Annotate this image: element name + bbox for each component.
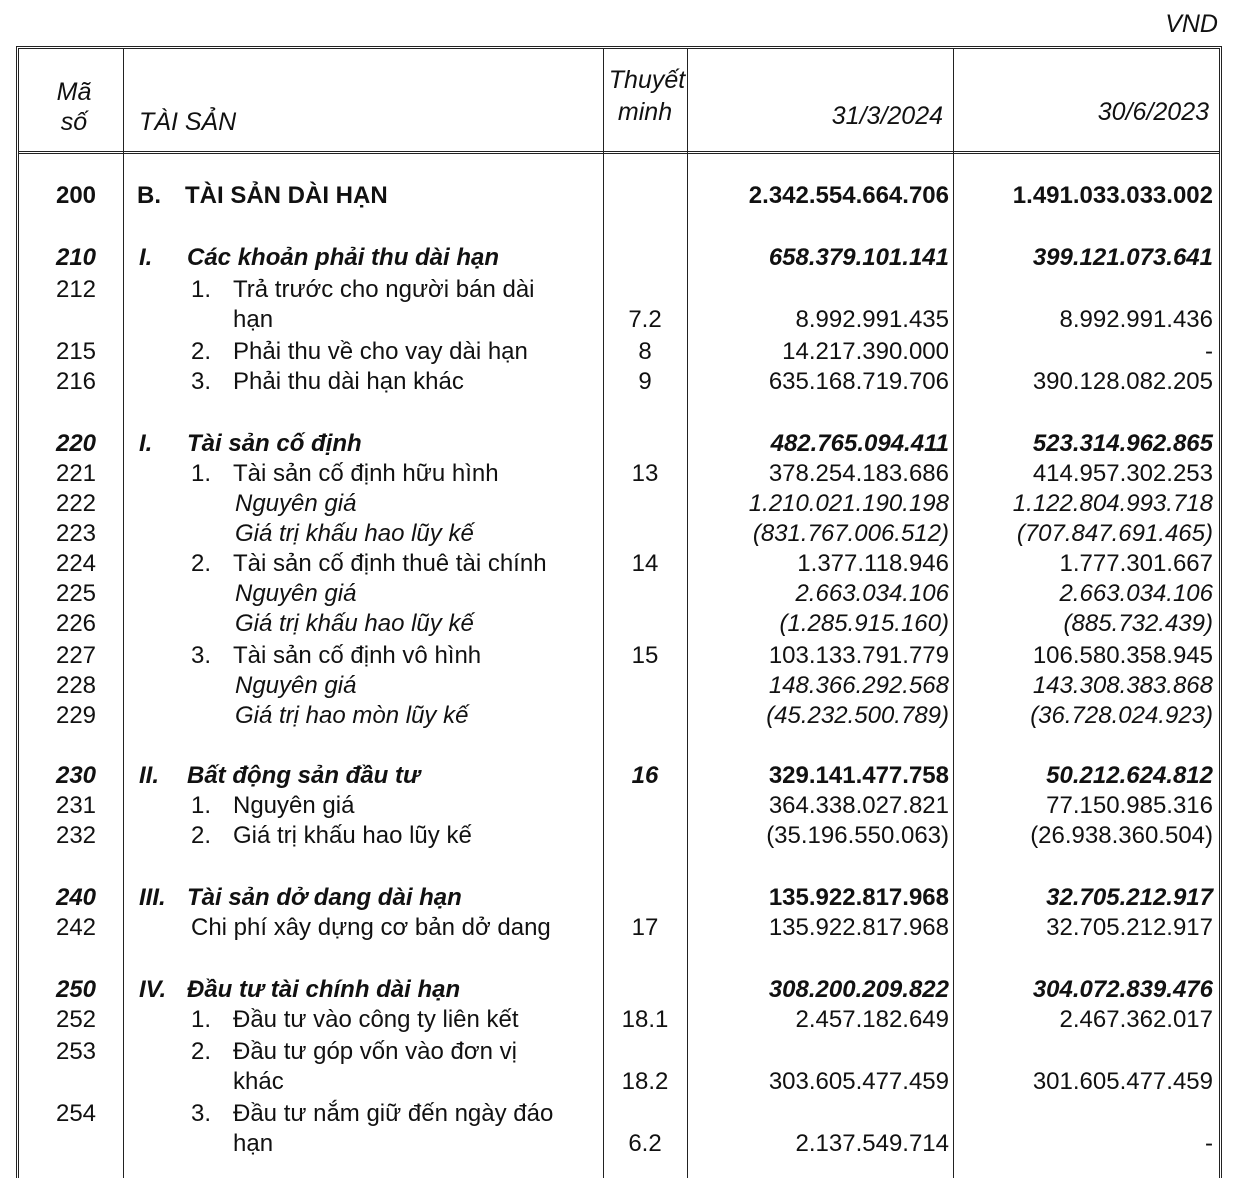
row-note: 13 [631, 460, 659, 487]
row-label: Nguyên giá [235, 672, 357, 699]
row-code: 212 [55, 276, 97, 303]
row-note: 17 [631, 914, 659, 941]
row-note: 18.2 [621, 1068, 669, 1095]
value-period-1: 2.342.554.664.706 [748, 182, 949, 209]
row-label: Giá trị khấu hao lũy kế [235, 610, 474, 637]
value-period-1: 14.217.390.000 [782, 338, 949, 365]
row-label: Các khoản phải thu dài hạn [187, 244, 500, 271]
value-period-1: (1.285.915.160) [779, 610, 949, 637]
row-label: Đầu tư tài chính dài hạn [187, 976, 461, 1003]
row-marker: 2. [191, 550, 212, 577]
value-period-1: 308.200.209.822 [768, 976, 949, 1003]
row-code: 223 [55, 520, 97, 547]
value-period-2: 32.705.212.917 [1046, 914, 1213, 941]
header-assets: TÀI SẢN [139, 108, 237, 136]
row-code: 240 [55, 884, 97, 911]
row-code: 220 [55, 430, 97, 457]
value-period-1: 329.141.477.758 [768, 762, 949, 789]
row-marker: 1. [191, 1006, 212, 1033]
header-period-2: 30/6/2023 [1097, 98, 1209, 126]
row-note: 6.2 [628, 1130, 662, 1157]
row-marker: 2. [191, 1038, 212, 1065]
row-label: Tài sản cố định thuê tài chính [233, 550, 547, 577]
value-period-1: (831.767.006.512) [752, 520, 949, 547]
row-label: Đầu tư vào công ty liên kết [233, 1006, 519, 1033]
row-code: 242 [55, 914, 97, 941]
header-note-line2: minh [617, 98, 673, 126]
value-period-2: 390.128.082.205 [1032, 368, 1213, 395]
row-note: 16 [631, 762, 659, 789]
value-period-2: 106.580.358.945 [1032, 642, 1213, 669]
value-period-2: 1.122.804.993.718 [1012, 490, 1213, 517]
row-code: 224 [55, 550, 97, 577]
value-period-2: 50.212.624.812 [1046, 762, 1213, 789]
value-period-1: 364.338.027.821 [768, 792, 949, 819]
value-period-2: 304.072.839.476 [1032, 976, 1213, 1003]
row-code: 229 [55, 702, 97, 729]
row-code: 221 [55, 460, 97, 487]
value-period-1: 2.457.182.649 [795, 1006, 949, 1033]
value-period-2: 1.777.301.667 [1059, 550, 1213, 577]
row-label: Bất động sản đầu tư [187, 762, 421, 789]
row-note: 8 [638, 338, 652, 365]
value-period-1: 1.377.118.946 [797, 550, 949, 577]
value-period-2: 77.150.985.316 [1046, 792, 1213, 819]
row-marker: 1. [191, 460, 212, 487]
row-code: 253 [55, 1038, 97, 1065]
row-note: 9 [638, 368, 652, 395]
value-period-2: - [1205, 338, 1213, 365]
value-period-1: 135.922.817.968 [768, 884, 949, 911]
header-code-line2: số [60, 108, 88, 136]
value-period-1: 658.379.101.141 [768, 244, 949, 271]
row-marker: 2. [191, 822, 212, 849]
row-label: Chi phí xây dựng cơ bản dở dang [191, 914, 551, 941]
row-code: 232 [55, 822, 97, 849]
column-divider [687, 49, 688, 1178]
value-period-2: (885.732.439) [1063, 610, 1213, 637]
row-code: 210 [55, 244, 97, 271]
row-code: 231 [55, 792, 97, 819]
header-separator [19, 151, 1219, 154]
value-period-1: 2.663.034.106 [795, 580, 949, 607]
value-period-2: (36.728.024.923) [1030, 702, 1213, 729]
row-label: Nguyên giá [235, 490, 357, 517]
value-period-2: 523.314.962.865 [1032, 430, 1213, 457]
row-label-continued: hạn [233, 306, 274, 333]
row-note: 14 [631, 550, 659, 577]
value-period-1: 1.210.021.190.198 [748, 490, 949, 517]
row-label-continued: hạn [233, 1130, 274, 1157]
row-label: Giá trị khấu hao lũy kế [235, 520, 474, 547]
value-period-2: 143.308.383.868 [1032, 672, 1213, 699]
row-label: TÀI SẢN DÀI HẠN [185, 182, 388, 209]
column-divider [603, 49, 604, 1178]
row-marker: III. [139, 884, 166, 911]
value-period-2: 414.957.302.253 [1032, 460, 1213, 487]
value-period-2: (707.847.691.465) [1016, 520, 1213, 547]
value-period-2: 8.992.991.436 [1059, 306, 1213, 333]
row-code: 225 [55, 580, 97, 607]
value-period-1: 135.922.817.968 [768, 914, 949, 941]
row-marker: B. [137, 182, 161, 209]
row-code: 226 [55, 610, 97, 637]
row-label: Nguyên giá [235, 580, 357, 607]
row-label: Trả trước cho người bán dài [233, 276, 535, 303]
balance-sheet-table [16, 46, 1222, 1178]
row-marker: 1. [191, 792, 212, 819]
row-code: 254 [55, 1100, 97, 1127]
row-marker: 1. [191, 276, 212, 303]
header-period-1: 31/3/2024 [831, 102, 943, 130]
value-period-1: 148.366.292.568 [768, 672, 949, 699]
row-note: 7.2 [628, 306, 662, 333]
row-code: 250 [55, 976, 97, 1003]
row-label: Tài sản cố định hữu hình [233, 460, 499, 487]
row-label-continued: khác [233, 1068, 284, 1095]
row-label: Nguyên giá [233, 792, 355, 819]
row-label: Tài sản cố định [187, 430, 362, 457]
value-period-1: 378.254.183.686 [768, 460, 949, 487]
row-code: 222 [55, 490, 97, 517]
value-period-2: 301.605.477.459 [1032, 1068, 1213, 1095]
row-label: Phải thu dài hạn khác [233, 368, 464, 395]
value-period-1: 103.133.791.779 [768, 642, 949, 669]
value-period-2: 32.705.212.917 [1046, 884, 1213, 911]
value-period-1: 8.992.991.435 [795, 306, 949, 333]
row-label: Phải thu về cho vay dài hạn [233, 338, 528, 365]
value-period-1: (35.196.550.063) [766, 822, 949, 849]
value-period-2: - [1205, 1130, 1213, 1157]
row-label: Đầu tư góp vốn vào đơn vị [233, 1038, 517, 1065]
row-code: 227 [55, 642, 97, 669]
row-label: Giá trị khấu hao lũy kế [233, 822, 472, 849]
value-period-2: 1.491.033.033.002 [1012, 182, 1213, 209]
row-marker: I. [139, 430, 153, 457]
row-code: 252 [55, 1006, 97, 1033]
row-label: Tài sản cố định vô hình [233, 642, 482, 669]
row-marker: I. [139, 244, 153, 271]
row-marker: 2. [191, 338, 212, 365]
currency-label: VND [1165, 10, 1218, 38]
row-marker: 3. [191, 1100, 212, 1127]
row-label: Đầu tư nắm giữ đến ngày đáo [233, 1100, 554, 1127]
value-period-1: 2.137.549.714 [795, 1130, 949, 1157]
column-divider [123, 49, 124, 1178]
column-divider [953, 49, 954, 1178]
header-note-line1: Thuyết [608, 66, 686, 94]
row-label: Tài sản dở dang dài hạn [187, 884, 462, 911]
value-period-1: 482.765.094.411 [770, 430, 949, 457]
row-code: 200 [55, 182, 97, 209]
header-code-line1: Mã [56, 78, 92, 106]
value-period-2: 2.663.034.106 [1059, 580, 1213, 607]
row-code: 230 [55, 762, 97, 789]
row-code: 216 [55, 368, 97, 395]
row-note: 18.1 [621, 1006, 669, 1033]
value-period-2: (26.938.360.504) [1030, 822, 1213, 849]
row-code: 215 [55, 338, 97, 365]
value-period-2: 2.467.362.017 [1059, 1006, 1213, 1033]
value-period-1: (45.232.500.789) [766, 702, 949, 729]
row-marker: IV. [139, 976, 167, 1003]
value-period-1: 303.605.477.459 [768, 1068, 949, 1095]
row-code: 228 [55, 672, 97, 699]
row-marker: II. [139, 762, 160, 789]
row-note: 15 [631, 642, 659, 669]
row-marker: 3. [191, 642, 212, 669]
row-label: Giá trị hao mòn lũy kế [235, 702, 469, 729]
value-period-2: 399.121.073.641 [1032, 244, 1213, 271]
value-period-1: 635.168.719.706 [768, 368, 949, 395]
row-marker: 3. [191, 368, 212, 395]
